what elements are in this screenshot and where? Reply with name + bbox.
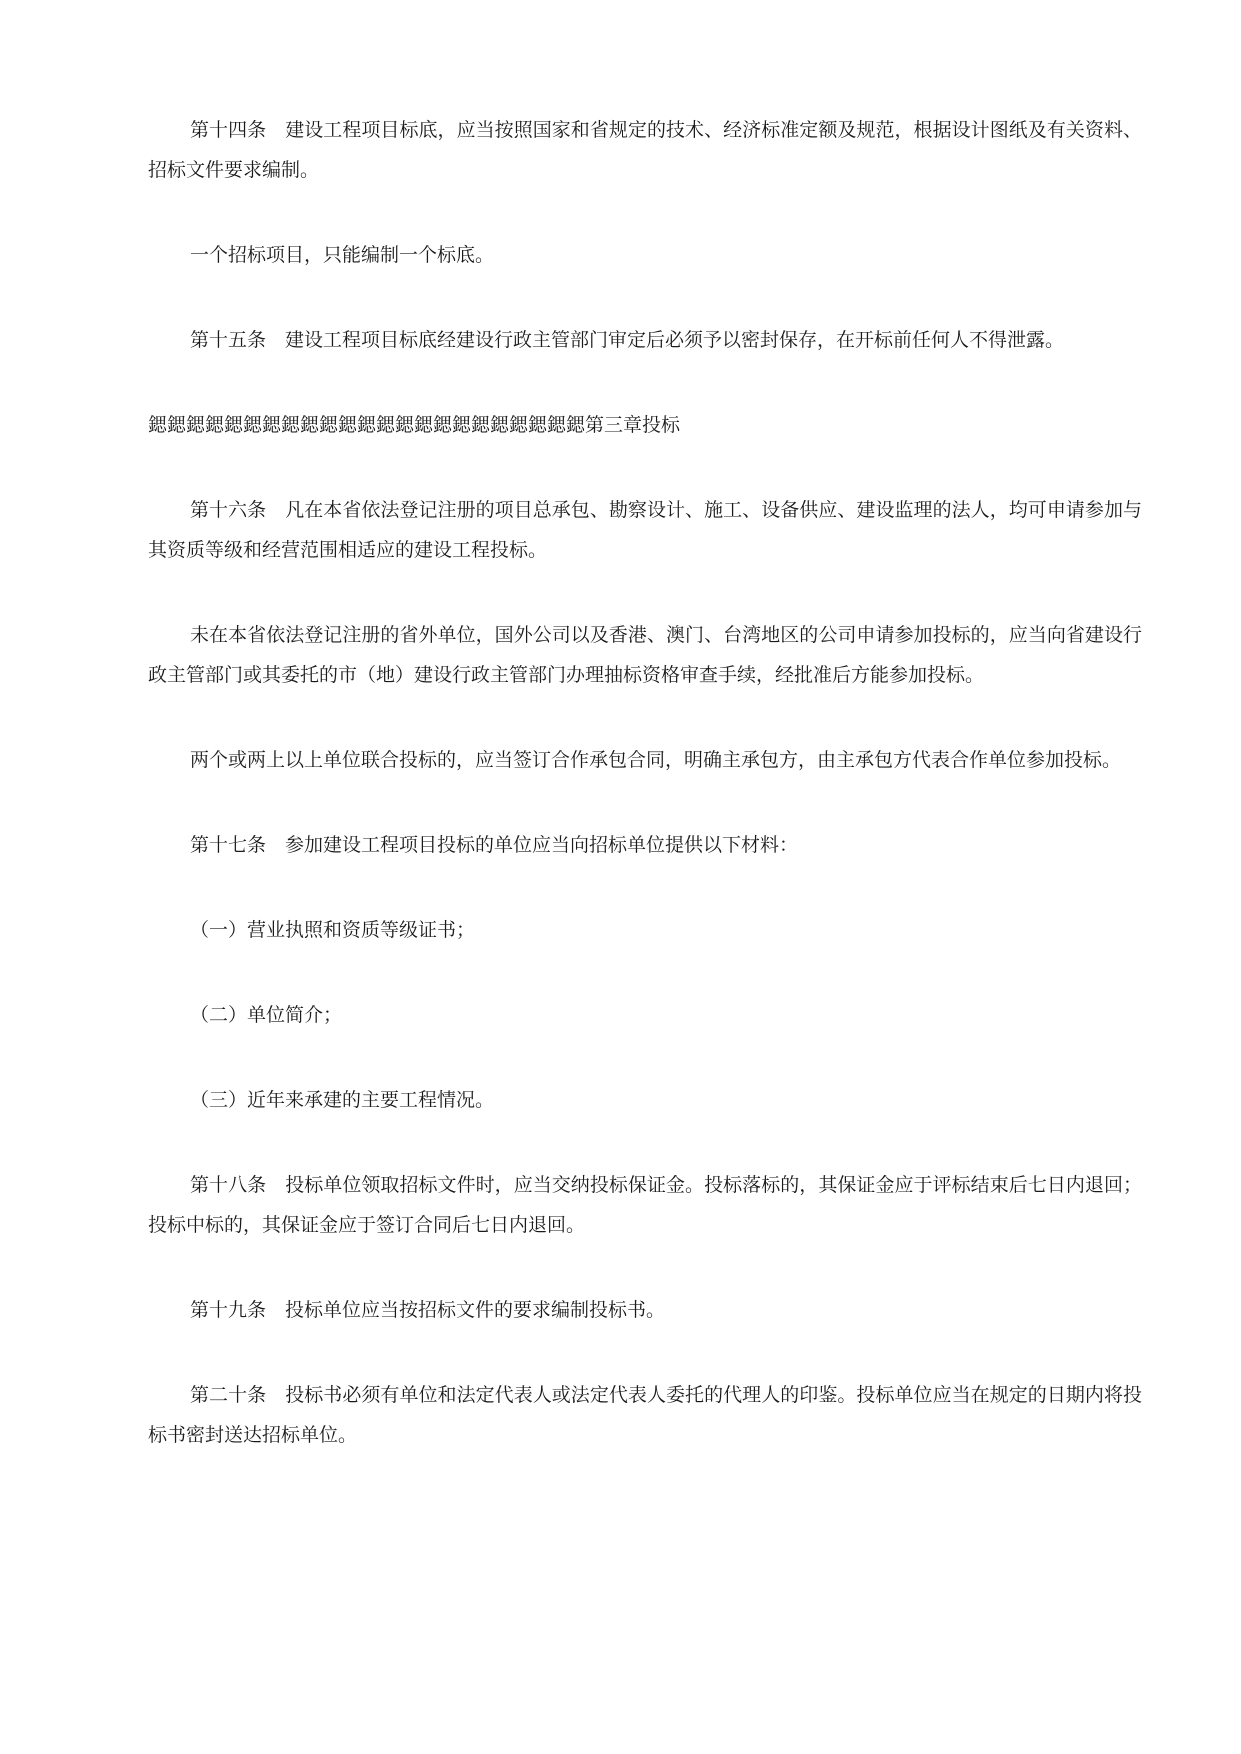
article-14: 第十四条 建设工程项目标底，应当按照国家和省规定的技术、经济标准定额及规范，根据设计图纸及有关资料、招标文件要求编制。	[148, 119, 1142, 181]
article-17-item-2: （二）单位简介；	[190, 1004, 343, 1026]
article-16: 第十六条 凡在本省依法登记注册的项目总承包、勘察设计、施工、设备供应、建设监理的法人，均可申请参加与其资质等级和经营范围相适应的建设工程投标。	[148, 499, 1142, 561]
article-19: 第十九条 投标单位应当按招标文件的要求编制投标书。	[190, 1299, 666, 1321]
article-14-clause: 一个招标项目，只能编制一个标底。	[190, 244, 495, 266]
document-page	[148, 110, 1142, 1500]
article-16-clause-3: 两个或两上以上单位联合投标的，应当签订合作承包合同，明确主承包方，由主承包方代表合作单位参加投标。	[190, 749, 1122, 771]
article-20: 第二十条 投标书必须有单位和法定代表人或法定代表人委托的代理人的印鉴。投标单位应当在规定的日期内将投标书密封送达招标单位。	[148, 1384, 1142, 1446]
article-17: 第十七条 参加建设工程项目投标的单位应当向招标单位提供以下材料：	[190, 834, 799, 856]
chapter-heading: 鍶鍶鍶鍶鍶鍶鍶鍶鍶鍶鍶鍶鍶鍶鍶鍶鍶鍶鍶鍶鍶鍶鍶第三章投标	[148, 414, 681, 436]
article-17-item-3: （三）近年来承建的主要工程情况。	[190, 1089, 495, 1111]
article-18: 第十八条 投标单位领取招标文件时，应当交纳投标保证金。投标落标的，其保证金应于评标结束后七日内退回；投标中标的，其保证金应于签订合同后七日内退回。	[148, 1174, 1142, 1236]
article-16-clause-2: 未在本省依法登记注册的省外单位，国外公司以及香港、澳门、台湾地区的公司申请参加投标的，应当向省建设行政主管部门或其委托的市（地）建设行政主管部门办理抽标资格审查手续，经批准后方能参加投标。	[148, 624, 1142, 686]
article-15: 第十五条 建设工程项目标底经建设行政主管部门审定后必须予以密封保存，在开标前任何人不得泄露。	[190, 329, 1065, 351]
article-17-item-1: （一）营业执照和资质等级证书；	[190, 919, 476, 941]
